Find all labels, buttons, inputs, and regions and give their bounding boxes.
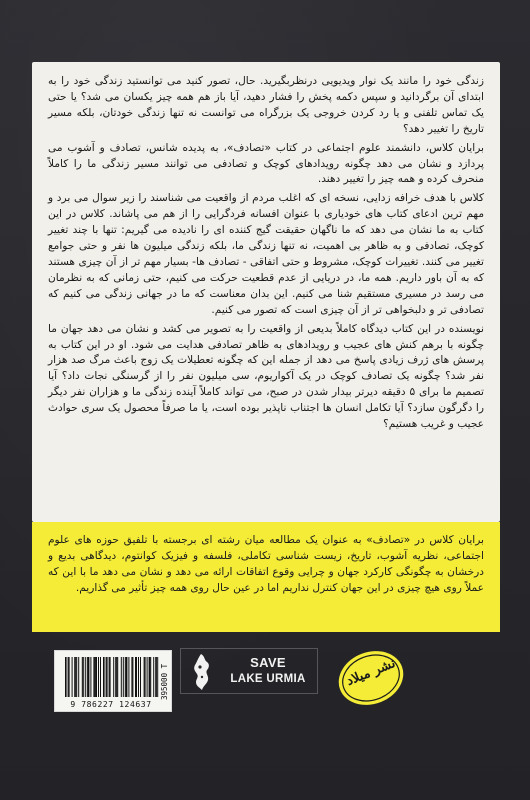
lake-map-icon — [187, 653, 217, 691]
price-code: 395000 T — [160, 663, 169, 701]
save-label: SAVE — [250, 655, 286, 670]
save-lake-urmia-badge — [180, 648, 318, 694]
publisher-logo — [335, 648, 407, 712]
lake-urmia-label: LAKE URMIA — [230, 673, 306, 685]
summary-panel — [32, 522, 500, 632]
description-paragraph-1: زندگی خود را مانند یک نوار ویدیویی درنظربگیرید. حال، تصور کنید می توانستید زندگی خود را به ابتدای آن برگردانید و سپس دکمه پخش را فشار دهید، آیا باز هم همه چیز یکسان می شد؟ یا حتی یک تماس تلفنی و یا رد کردن خروجی یک بزرگراه می توانست نه تنها زندگی خودتان، بلکه مسیر تاریخ را تغییر دهد؟ — [48, 75, 484, 135]
isbn-barcode — [54, 650, 172, 712]
isbn-digits: 9 786227 124637 — [70, 700, 152, 709]
description-panel — [32, 62, 500, 522]
description-paragraph-3: کلاس با هدف خرافه زدایی، نسخه ای که اغلب مردم از واقعیت می شناسند را زیر سوال می برد و مهم ترین ادعای کتاب های خودیاری با عنوان افسانه فردگرایی را از هم می پاشاند. کلاس در این کتاب به ما نشان می دهد که ما ناگهان حقیقت گیج کننده ای را نادیده می گیریم: تنها با چند تغییر کوچک، تصادفی و به ظاهر بی اهمیت، نه تنها زندگی ما، بلکه زندگی میلیون ها نفر و حتی جوامع تغییر می کنند. تغییرات کوچک، مشروط و حتی اتفاقی - تصادف ها- بسیار مهم تر از آن چیزی هستند که به آن باور داریم. همه ما، در دریایی از عدم قطعیت حرکت می کنیم، حتی زمانی که به نظرمان می رسد در مسیری مستقیم شنا می کنیم. این بدان معناست که ما در جهانی زندگی می کنیم که تصادفی تر و دلبخواهی تر از آن چیزی است که تصور می کنیم. — [48, 192, 484, 316]
barcode-bars — [65, 657, 159, 699]
description-paragraph-4: نویسنده در این کتاب دیدگاه کاملاً بدیعی از واقعیت را به تصویر می کشد و نشان می دهد جهان ما چگونه با برهم کنش های عجیب و رویدادهای به ظاهر تصادفی هدایت می شود. او در این کتاب به پرسش های ژرف زیادی پاسخ می دهد از جمله این که چگونه تعطیلات یک زوج باعث مرگ صد هزار نفر شد؟ چگونه یک تصادف کوچک در یک آکواریوم، سی میلیون نفر را از گرسنگی نجات داد؟ آیا تصمیم ما برای ۵ دقیقه دیرتر بیدار شدن در صبح، می تواند کاملاً آینده زندگی ما و هزاران نفر دیگر را دگرگون سازد؟ آیا تکامل انسان ها اجتناب ناپذیر بوده است، یا ما صرفاً محصول یک سری حوادث عجیب و غریب هستیم؟ — [48, 322, 484, 431]
summary-text: برایان کلاس در «تصادف» به عنوان یک مطالعه میان رشته ای برجسته با تلفیق حوزه های علوم اجتماعی، نظریه آشوب، تاریخ، زیست شناسی تکاملی، فلسفه و فیزیک کوانتوم، دیدگاهی بدیع و درخشان به چگونگی کارکرد جهان و چرایی وقوع اتفاقات ارائه می دهد و نشان می دهد ما با این که عملاً روی هیچ چیزی در این جهان کنترل نداریم اما در عین حال روی همه چیز تأثیر می گذاریم. — [48, 534, 484, 594]
publisher-name: نشر میلاد — [344, 655, 398, 690]
description-paragraph-2: برایان کلاس، دانشمند علوم اجتماعی در کتاب «تصادف»، به پدیده شانس، تصادف و آشوب می پردازد و نشان می دهد چگونه رویدادهای کوچک و تصادفی می توانند مسیر زندگی ما را کاملاً منحرف کرده و همه چیز را تغییر دهند. — [48, 141, 484, 186]
